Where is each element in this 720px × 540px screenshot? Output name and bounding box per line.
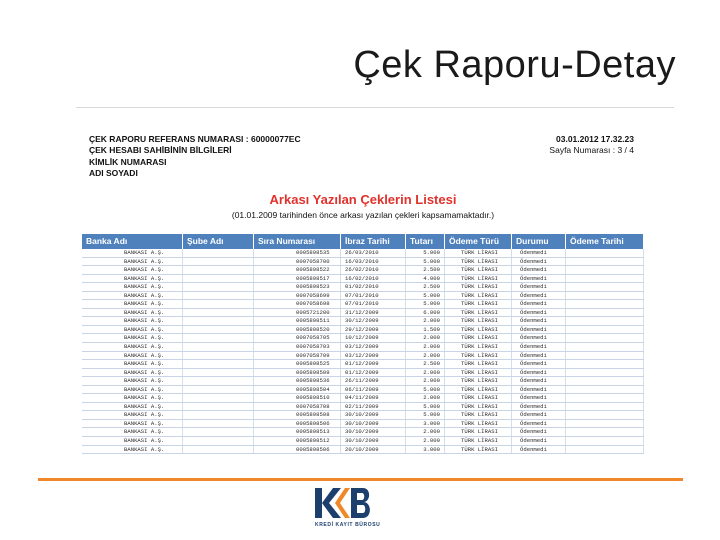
cell-branch	[183, 300, 254, 308]
cell-serial: 0005898508	[254, 411, 341, 419]
cell-serial: 0005898506	[254, 446, 341, 454]
table-row	[82, 428, 644, 437]
cell-presentation-date: 30/10/2009	[341, 411, 406, 419]
cell-payment-date	[566, 300, 644, 308]
cell-bank: BANKASI A.Ş.	[82, 403, 183, 411]
name-surname-label: ADI SOYADI	[89, 168, 138, 179]
table-row	[82, 386, 644, 395]
cell-presentation-date: 31/12/2009	[341, 309, 406, 317]
cell-payment-date	[566, 275, 644, 283]
cell-serial: 0007058705	[254, 334, 341, 342]
cell-serial: 0005721200	[254, 309, 341, 317]
cell-presentation-date: 20/10/2009	[341, 446, 406, 454]
cell-payment-type: TÜRK LİRASI	[445, 334, 512, 342]
cell-payment-date	[566, 266, 644, 274]
table-row	[82, 283, 644, 292]
cell-bank: BANKASI A.Ş.	[82, 446, 183, 454]
cell-amount: 2.500	[406, 283, 445, 291]
id-number-label: KİMLİK NUMARASI	[89, 156, 167, 167]
cell-bank: BANKASI A.Ş.	[82, 292, 183, 300]
cell-payment-date	[566, 403, 644, 411]
cell-status: Ödenmedi	[512, 309, 566, 317]
cheque-table	[82, 234, 644, 454]
cell-payment-type: TÜRK LİRASI	[445, 309, 512, 317]
cell-payment-type: TÜRK LİRASI	[445, 275, 512, 283]
cell-branch	[183, 428, 254, 436]
cell-status: Ödenmedi	[512, 292, 566, 300]
cell-status: Ödenmedi	[512, 266, 566, 274]
cell-serial: 0005898510	[254, 394, 341, 402]
cell-amount: 2.000	[406, 317, 445, 325]
cell-serial: 0007058703	[254, 343, 341, 351]
cell-status: Ödenmedi	[512, 377, 566, 385]
cell-amount: 5.000	[406, 403, 445, 411]
table-row	[82, 309, 644, 318]
cell-presentation-date: 10/12/2009	[341, 334, 406, 342]
cell-serial: 0007058698	[254, 300, 341, 308]
column-header-branch: Şube Adı	[183, 234, 254, 249]
cell-amount: 2.500	[406, 360, 445, 368]
cell-payment-type: TÜRK LİRASI	[445, 352, 512, 360]
cell-payment-date	[566, 411, 644, 419]
column-header-amount: Tutarı	[406, 234, 445, 249]
cell-status: Ödenmedi	[512, 334, 566, 342]
cell-branch	[183, 326, 254, 334]
report-image	[82, 124, 644, 464]
kkb-logo	[313, 486, 381, 534]
cell-serial: 0005898512	[254, 437, 341, 445]
cell-branch	[183, 352, 254, 360]
cell-payment-date	[566, 258, 644, 266]
cell-bank: BANKASI A.Ş.	[82, 258, 183, 266]
reference-number-label: ÇEK RAPORU REFERANS NUMARASI : 60000077EC	[89, 134, 301, 144]
cell-bank: BANKASI A.Ş.	[82, 352, 183, 360]
cell-status: Ödenmedi	[512, 343, 566, 351]
cell-payment-type: TÜRK LİRASI	[445, 360, 512, 368]
table-row	[82, 437, 644, 446]
cell-bank: BANKASI A.Ş.	[82, 275, 183, 283]
cell-status: Ödenmedi	[512, 446, 566, 454]
cell-payment-type: TÜRK LİRASI	[445, 411, 512, 419]
cell-status: Ödenmedi	[512, 283, 566, 291]
report-header-right	[549, 134, 634, 157]
cell-status: Ödenmedi	[512, 428, 566, 436]
cell-amount: 6.000	[406, 309, 445, 317]
cell-payment-type: TÜRK LİRASI	[445, 292, 512, 300]
table-row	[82, 343, 644, 352]
cell-payment-type: TÜRK LİRASI	[445, 420, 512, 428]
title-divider	[76, 107, 674, 108]
cell-presentation-date: 01/12/2009	[341, 360, 406, 368]
cell-bank: BANKASI A.Ş.	[82, 411, 183, 419]
cell-amount: 3.000	[406, 446, 445, 454]
cell-bank: BANKASI A.Ş.	[82, 369, 183, 377]
cell-presentation-date: 03/12/2009	[341, 343, 406, 351]
cell-payment-type: TÜRK LİRASI	[445, 258, 512, 266]
cell-status: Ödenmedi	[512, 258, 566, 266]
table-row	[82, 360, 644, 369]
cell-presentation-date: 30/10/2009	[341, 428, 406, 436]
cell-status: Ödenmedi	[512, 411, 566, 419]
cell-payment-type: TÜRK LİRASI	[445, 343, 512, 351]
cell-presentation-date: 30/10/2009	[341, 420, 406, 428]
column-header-status: Durumu	[512, 234, 566, 249]
cell-payment-date	[566, 292, 644, 300]
cell-bank: BANKASI A.Ş.	[82, 360, 183, 368]
table-row	[82, 266, 644, 275]
cell-branch	[183, 394, 254, 402]
cell-branch	[183, 334, 254, 342]
cell-amount: 2.000	[406, 428, 445, 436]
cell-branch	[183, 377, 254, 385]
cell-amount: 5.000	[406, 300, 445, 308]
cell-status: Ödenmedi	[512, 437, 566, 445]
cell-serial: 0005898520	[254, 326, 341, 334]
column-header-presentation-date: İbraz Tarihi	[341, 234, 406, 249]
cell-amount: 1.500	[406, 326, 445, 334]
cell-branch	[183, 369, 254, 377]
cell-amount: 5.000	[406, 386, 445, 394]
table-row	[82, 369, 644, 378]
cell-presentation-date: 02/11/2009	[341, 403, 406, 411]
cell-amount: 2.000	[406, 369, 445, 377]
table-row	[82, 317, 644, 326]
cell-amount: 4.000	[406, 275, 445, 283]
cell-status: Ödenmedi	[512, 352, 566, 360]
cell-branch	[183, 309, 254, 317]
cell-payment-date	[566, 420, 644, 428]
cell-presentation-date: 01/02/2010	[341, 283, 406, 291]
cell-payment-type: TÜRK LİRASI	[445, 403, 512, 411]
cell-presentation-date: 26/11/2009	[341, 377, 406, 385]
column-header-bank: Banka Adı	[82, 234, 183, 249]
cell-amount: 3.000	[406, 420, 445, 428]
cell-status: Ödenmedi	[512, 420, 566, 428]
cell-payment-date	[566, 317, 644, 325]
cell-serial: 0005898513	[254, 428, 341, 436]
cell-presentation-date: 03/12/2009	[341, 352, 406, 360]
cell-payment-type: TÜRK LİRASI	[445, 283, 512, 291]
cell-branch	[183, 411, 254, 419]
footer-divider	[38, 478, 683, 481]
table-row	[82, 292, 644, 301]
cell-serial: 0007058699	[254, 292, 341, 300]
table-body	[82, 249, 644, 454]
cell-serial: 0005898504	[254, 386, 341, 394]
table-row	[82, 420, 644, 429]
cell-payment-date	[566, 352, 644, 360]
cell-amount: 5.000	[406, 258, 445, 266]
table-row	[82, 411, 644, 420]
cell-branch	[183, 343, 254, 351]
cell-presentation-date: 26/03/2010	[341, 249, 406, 257]
table-row	[82, 446, 644, 455]
table-row	[82, 258, 644, 267]
cell-bank: BANKASI A.Ş.	[82, 437, 183, 445]
cell-serial: 0005898525	[254, 360, 341, 368]
cell-presentation-date: 01/12/2009	[341, 369, 406, 377]
table-header	[82, 234, 644, 249]
cell-status: Ödenmedi	[512, 300, 566, 308]
table-row	[82, 249, 644, 258]
cell-payment-type: TÜRK LİRASI	[445, 446, 512, 454]
page-number: Sayfa Numarası : 3 / 4	[549, 145, 634, 156]
cell-bank: BANKASI A.Ş.	[82, 334, 183, 342]
cell-payment-date	[566, 369, 644, 377]
cell-presentation-date: 29/12/2009	[341, 326, 406, 334]
cell-payment-type: TÜRK LİRASI	[445, 428, 512, 436]
cell-payment-date	[566, 326, 644, 334]
cell-presentation-date: 30/12/2009	[341, 317, 406, 325]
cell-branch	[183, 386, 254, 394]
cell-branch	[183, 446, 254, 454]
cell-presentation-date: 06/11/2009	[341, 386, 406, 394]
cell-serial: 0007058708	[254, 403, 341, 411]
table-row	[82, 394, 644, 403]
cell-amount: 2.000	[406, 377, 445, 385]
cell-payment-type: TÜRK LİRASI	[445, 386, 512, 394]
cell-presentation-date: 16/03/2010	[341, 258, 406, 266]
cell-branch	[183, 258, 254, 266]
cell-serial: 0005898535	[254, 249, 341, 257]
cell-serial: 0007058709	[254, 352, 341, 360]
cell-presentation-date: 30/10/2009	[341, 437, 406, 445]
cell-branch	[183, 275, 254, 283]
cell-presentation-date: 16/02/2010	[341, 275, 406, 283]
cell-payment-date	[566, 428, 644, 436]
cell-amount: 2.000	[406, 343, 445, 351]
cell-bank: BANKASI A.Ş.	[82, 343, 183, 351]
column-header-payment-date: Ödeme Tarihi	[566, 234, 644, 249]
cell-serial: 0005898523	[254, 283, 341, 291]
cell-branch	[183, 420, 254, 428]
cell-branch	[183, 437, 254, 445]
cell-payment-date	[566, 386, 644, 394]
cell-amount: 5.000	[406, 411, 445, 419]
table-row	[82, 326, 644, 335]
cell-status: Ödenmedi	[512, 386, 566, 394]
cell-bank: BANKASI A.Ş.	[82, 326, 183, 334]
cell-serial: 0007058700	[254, 258, 341, 266]
slide-title: Çek Raporu-Detay	[353, 44, 676, 86]
cell-bank: BANKASI A.Ş.	[82, 394, 183, 402]
cell-bank: BANKASI A.Ş.	[82, 420, 183, 428]
cell-amount: 2.000	[406, 437, 445, 445]
cell-payment-date	[566, 446, 644, 454]
logo-tagline: KREDİ KAYIT BÜROSU	[315, 522, 381, 528]
cell-payment-date	[566, 334, 644, 342]
report-datetime: 03.01.2012 17.32.23	[556, 134, 634, 144]
cell-serial: 0005898517	[254, 275, 341, 283]
cell-presentation-date: 07/01/2010	[341, 292, 406, 300]
cell-bank: BANKASI A.Ş.	[82, 377, 183, 385]
table-row	[82, 300, 644, 309]
cell-branch	[183, 360, 254, 368]
cell-amount: 2.500	[406, 266, 445, 274]
cell-bank: BANKASI A.Ş.	[82, 300, 183, 308]
cell-payment-type: TÜRK LİRASI	[445, 249, 512, 257]
cell-payment-date	[566, 394, 644, 402]
cell-payment-type: TÜRK LİRASI	[445, 326, 512, 334]
cell-payment-date	[566, 343, 644, 351]
cell-status: Ödenmedi	[512, 403, 566, 411]
cell-payment-type: TÜRK LİRASI	[445, 300, 512, 308]
account-holder-label: ÇEK HESABI SAHİBİNİN BİLGİLERİ	[89, 145, 232, 156]
cell-serial: 0005898511	[254, 317, 341, 325]
cell-payment-type: TÜRK LİRASI	[445, 266, 512, 274]
cell-bank: BANKASI A.Ş.	[82, 428, 183, 436]
cell-branch	[183, 266, 254, 274]
table-row	[82, 334, 644, 343]
cell-amount: 2.000	[406, 334, 445, 342]
cell-branch	[183, 249, 254, 257]
cell-payment-date	[566, 377, 644, 385]
cell-status: Ödenmedi	[512, 369, 566, 377]
cell-payment-type: TÜRK LİRASI	[445, 369, 512, 377]
cell-branch	[183, 292, 254, 300]
cell-status: Ödenmedi	[512, 249, 566, 257]
cell-bank: BANKASI A.Ş.	[82, 249, 183, 257]
cell-payment-type: TÜRK LİRASI	[445, 317, 512, 325]
cell-serial: 0005898506	[254, 420, 341, 428]
cell-bank: BANKASI A.Ş.	[82, 317, 183, 325]
cell-payment-type: TÜRK LİRASI	[445, 377, 512, 385]
cell-bank: BANKASI A.Ş.	[82, 283, 183, 291]
table-row	[82, 377, 644, 386]
cell-payment-date	[566, 360, 644, 368]
column-header-payment-type: Ödeme Türü	[445, 234, 512, 249]
table-row	[82, 403, 644, 412]
cell-status: Ödenmedi	[512, 275, 566, 283]
cell-amount: 2.000	[406, 352, 445, 360]
cell-presentation-date: 26/02/2010	[341, 266, 406, 274]
cell-serial: 0005898509	[254, 369, 341, 377]
report-header-left	[89, 134, 301, 180]
cell-status: Ödenmedi	[512, 394, 566, 402]
cell-presentation-date: 04/11/2009	[341, 394, 406, 402]
cell-presentation-date: 07/01/2010	[341, 300, 406, 308]
list-subtitle: (01.01.2009 tarihinden önce arkası yazılan çekleri kapsamamaktadır.)	[231, 210, 495, 220]
cell-bank: BANKASI A.Ş.	[82, 309, 183, 317]
table-row	[82, 352, 644, 361]
cell-amount: 2.000	[406, 394, 445, 402]
cell-payment-type: TÜRK LİRASI	[445, 394, 512, 402]
cell-bank: BANKASI A.Ş.	[82, 266, 183, 274]
cell-payment-date	[566, 437, 644, 445]
cell-status: Ödenmedi	[512, 317, 566, 325]
cell-branch	[183, 403, 254, 411]
cell-status: Ödenmedi	[512, 360, 566, 368]
cell-amount: 5.000	[406, 292, 445, 300]
cell-payment-date	[566, 309, 644, 317]
cell-status: Ödenmedi	[512, 326, 566, 334]
cell-serial: 0005898522	[254, 266, 341, 274]
cell-amount: 5.000	[406, 249, 445, 257]
cell-payment-type: TÜRK LİRASI	[445, 437, 512, 445]
cell-serial: 0005898536	[254, 377, 341, 385]
list-title: Arkası Yazılan Çeklerin Listesi	[269, 192, 457, 207]
cell-payment-date	[566, 249, 644, 257]
cell-branch	[183, 283, 254, 291]
column-header-serial: Sıra Numarası	[254, 234, 341, 249]
cell-payment-date	[566, 283, 644, 291]
cell-branch	[183, 317, 254, 325]
table-row	[82, 275, 644, 284]
cell-bank: BANKASI A.Ş.	[82, 386, 183, 394]
